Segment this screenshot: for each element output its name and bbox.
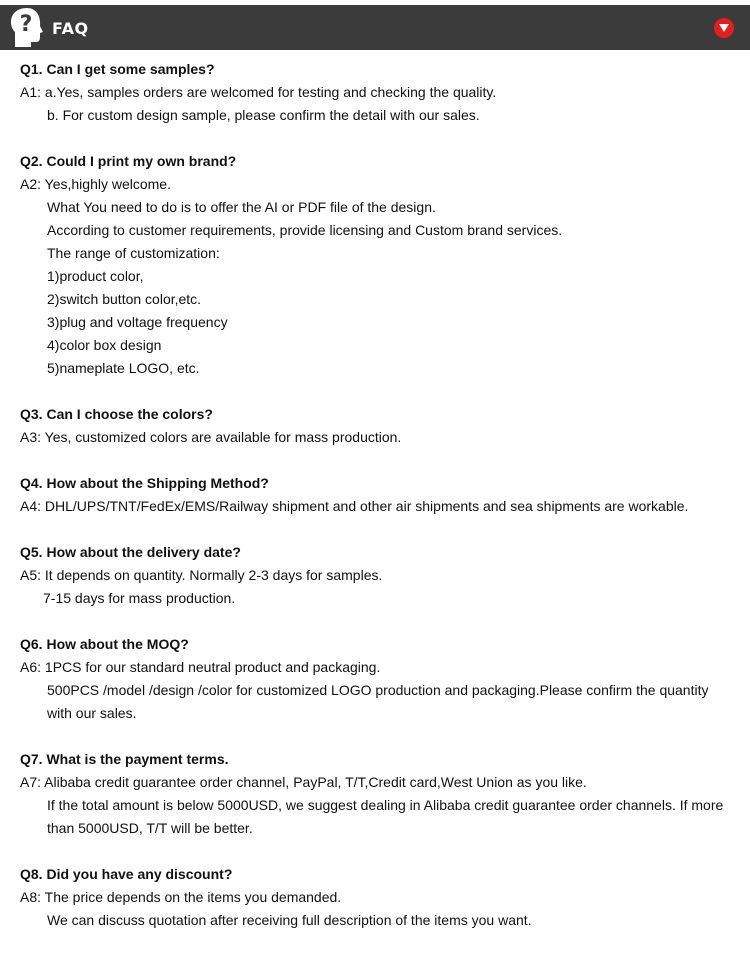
answer-prefix: A7: [20,774,45,790]
faq-item [20,403,740,449]
faq-item [20,58,740,127]
faq-question: Q4. How about the Shipping Method? [20,475,269,491]
answer-prefix: A3: [20,429,45,445]
faq-answer-line: 500PCS /model /design /color for customized LOGO production and packaging.Please confirm the quantity [47,682,709,698]
faq-answer-line: 7-15 days for mass production. [43,590,236,606]
question-head-icon [9,7,45,48]
faq-answer-line: 3)plug and voltage frequency [47,314,228,330]
faq-question: Q3. Can I choose the colors? [20,406,213,422]
faq-answer-line [20,173,740,196]
faq-item [20,541,740,610]
chevron-down-icon [719,24,729,32]
faq-answer-line [20,81,740,104]
faq-question: Q1. Can I get some samples? [20,61,215,77]
faq-answer-line: with our sales. [47,705,137,721]
answer-text: a.Yes, samples orders are welcomed for testing and checking the quality. [44,84,497,100]
answer-text: The price depends on the items you demanded. [44,889,342,905]
answer-text: Alibaba credit guarantee order channel, PayPal, T/T,Credit card,West Union as you like. [44,774,587,790]
answer-prefix: A8: [20,889,45,905]
faq-item [20,863,740,932]
page-title: FAQ [52,19,89,38]
collapse-toggle-button[interactable] [714,18,734,38]
answer-text: 1PCS for our standard neutral product and packaging. [44,659,381,675]
faq-answer-line [20,426,740,449]
faq-answer-line: If the total amount is below 5000USD, we suggest dealing in Alibaba credit guarantee order channels. If more [47,797,724,813]
faq-item [20,633,740,725]
svg-text:?: ? [19,12,33,37]
faq-question: Q8. Did you have any discount? [20,866,233,882]
answer-text: Yes,highly welcome. [44,176,171,192]
answer-text: It depends on quantity. Normally 2-3 days for samples. [44,567,383,583]
faq-answer-line: The range of customization: [47,245,220,261]
faq-answer-line: According to customer requirements, provide licensing and Custom brand services. [47,222,563,238]
answer-text: DHL/UPS/TNT/FedEx/EMS/Railway shipment and other air shipments and sea shipments are workable. [44,498,689,514]
faq-answer-line [20,886,740,909]
faq-answer-line [20,495,740,518]
faq-answer-line: 4)color box design [47,337,162,353]
faq-answer-line: What You need to do is to offer the AI or PDF file of the design. [47,199,436,215]
answer-text: Yes, customized colors are available for mass production. [44,429,402,445]
faq-question: Q6. How about the MOQ? [20,636,189,652]
faq-answer-line [20,564,740,587]
faq-question: Q5. How about the delivery date? [20,544,241,560]
faq-answer-line: We can discuss quotation after receiving full description of the items you want. [47,912,532,928]
faq-list [20,58,740,955]
faq-item [20,748,740,840]
faq-answer-line: than 5000USD, T/T will be better. [47,820,253,836]
answer-prefix: A1: [20,84,45,100]
faq-item [20,472,740,518]
faq-header [0,5,750,50]
answer-prefix: A5: [20,567,45,583]
answer-prefix: A6: [20,659,45,675]
answer-prefix: A2: [20,176,45,192]
faq-answer-line [20,771,740,794]
answer-prefix: A4: [20,498,45,514]
faq-answer-line: b. For custom design sample, please confirm the detail with our sales. [47,107,480,123]
faq-item [20,150,740,380]
faq-answer-line: 2)switch button color,etc. [47,291,202,307]
faq-answer-line: 1)product color, [47,268,144,284]
faq-question: Q2. Could I print my own brand? [20,153,237,169]
faq-answer-line [20,656,740,679]
faq-question: Q7. What is the payment terms. [20,751,229,767]
faq-answer-line: 5)nameplate LOGO, etc. [47,360,200,376]
